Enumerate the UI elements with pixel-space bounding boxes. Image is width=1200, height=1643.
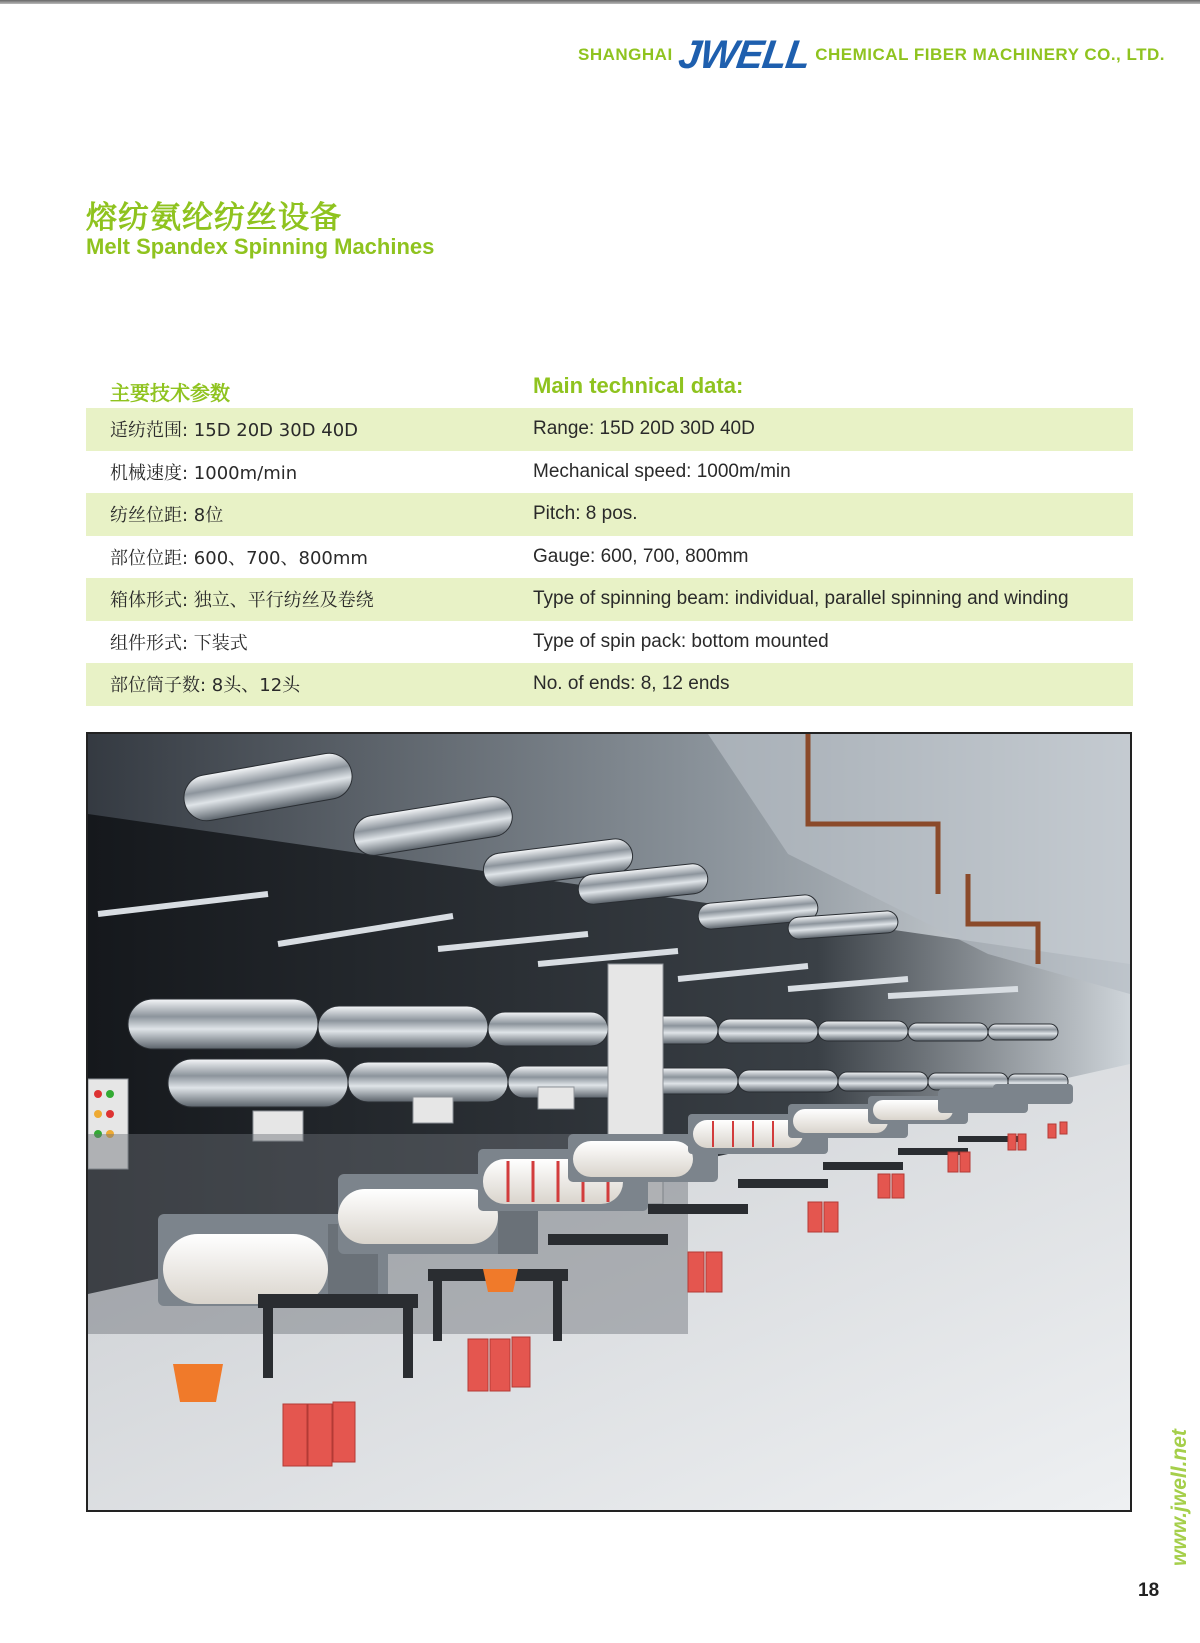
website-url: www.jwell.net bbox=[1168, 1429, 1191, 1566]
spec-row-range bbox=[86, 408, 1133, 451]
page-title-english: Melt Spandex Spinning Machines bbox=[86, 234, 435, 259]
machine-photo-illustration bbox=[88, 734, 1130, 1510]
page-number: 18 bbox=[1138, 1580, 1160, 1601]
spec-cn: 机械速度: 1000m/min bbox=[110, 462, 298, 484]
spec-cn: 组件形式: 下装式 bbox=[110, 632, 248, 654]
spec-cn: 箱体形式: 独立、平行纺丝及卷绕 bbox=[110, 590, 374, 612]
spec-row-ends bbox=[86, 663, 1133, 706]
spec-cn: 纺丝位距: 8位 bbox=[110, 505, 224, 527]
spec-cn: 适纺范围: 15D 20D 30D 40D bbox=[110, 420, 359, 442]
jwell-logo: JWELL bbox=[675, 33, 813, 77]
spec-en: No. of ends: 8, 12 ends bbox=[533, 673, 730, 695]
spec-row-pitch bbox=[86, 493, 1133, 536]
spec-en: Type of spinning beam: individual, parallel spinning and winding bbox=[533, 588, 1069, 610]
spec-cn: 部位位距: 600、700、800mm bbox=[110, 547, 368, 569]
specs-heading-chinese: 主要技术参数 bbox=[110, 381, 230, 405]
specs-heading-english: Main technical data: bbox=[533, 373, 744, 398]
spec-en: Gauge: 600, 700, 800mm bbox=[533, 545, 749, 567]
top-rule bbox=[0, 0, 1200, 4]
spec-row-speed bbox=[86, 451, 1133, 494]
page-header bbox=[578, 30, 1165, 80]
spec-en: Pitch: 8 pos. bbox=[533, 503, 638, 525]
spec-row-spin-pack bbox=[86, 621, 1133, 664]
company-name-suffix: CHEMICAL FIBER MACHINERY CO., LTD. bbox=[815, 45, 1165, 64]
spec-en: Range: 15D 20D 30D 40D bbox=[533, 418, 755, 440]
machine-photo bbox=[86, 732, 1132, 1512]
spec-row-gauge bbox=[86, 536, 1133, 579]
company-name-prefix: SHANGHAI bbox=[578, 45, 673, 64]
specs-table bbox=[86, 408, 1133, 706]
page-title-chinese: 熔纺氨纶纺丝设备 bbox=[86, 200, 342, 236]
spec-cn: 部位筒子数: 8头、12头 bbox=[110, 675, 301, 697]
spec-en: Type of spin pack: bottom mounted bbox=[533, 630, 829, 652]
spec-row-beam-type bbox=[86, 578, 1133, 621]
spec-en: Mechanical speed: 1000m/min bbox=[533, 460, 791, 482]
